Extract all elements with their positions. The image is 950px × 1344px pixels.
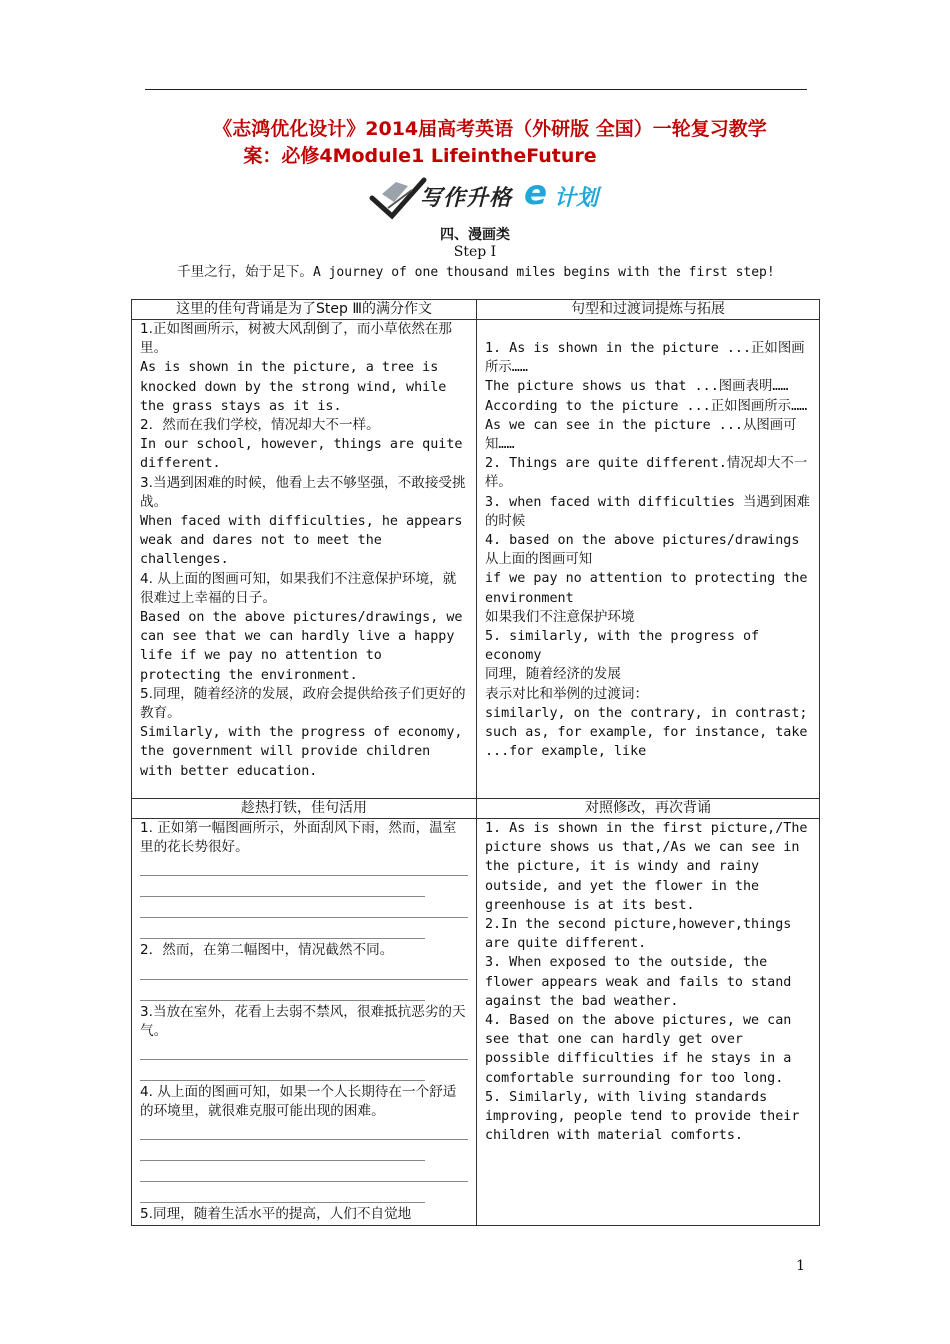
answer-blank-line[interactable]	[140, 1163, 468, 1182]
header-cell-compare: 对照修改，再次背诵	[477, 799, 820, 819]
answer-blank-line[interactable]	[140, 1142, 425, 1161]
chinese-sentence: 1.正如图画所示，树被大风刮倒了，而小草依然在那里。	[140, 321, 453, 357]
book-pen-icon	[368, 172, 428, 224]
chinese-sentence: 5.同理，随着生活水平的提高，人们不自觉地	[140, 1206, 412, 1223]
header-cell-recite: 这里的佳句背诵是为了Step Ⅲ的满分作文	[132, 300, 477, 320]
answer-blank-line[interactable]	[140, 920, 425, 939]
patterns-cell	[477, 320, 820, 799]
page-number: 1	[796, 1258, 805, 1274]
sentences-cell	[132, 320, 477, 799]
answer-blank-line[interactable]	[140, 1062, 425, 1081]
writing-table	[131, 299, 820, 1226]
english-sentence: if we pay no attention to protecting the environment	[485, 571, 808, 606]
english-sentence: Similarly, with the progress of economy, the government will provide children with better education.	[140, 725, 463, 779]
english-sentence: 2.In the second picture,however,things are quite different.	[485, 917, 792, 952]
english-sentence: 5. similarly, with the progress of economy	[485, 629, 760, 664]
english-sentence: When faced with difficulties, he appears weak and dares not to meet the challenges.	[140, 514, 463, 568]
practice-cell	[132, 819, 477, 1226]
english-sentence: 3. when faced with difficulties 当遇到困难的时候	[485, 494, 810, 529]
english-sentence: 1. As is shown in the first picture,/The picture shows us that,/As we can see in the picture, it is windy and rainy outside, and yet the flower in the greenhouse is at its best.	[485, 821, 808, 913]
chinese-sentence: 4. 从上面的图画可知，如果我们不注意保护环境，就很难过上幸福的日子。	[140, 570, 457, 606]
english-sentence: As is shown in the picture, a tree is knocked down by the strong wind, while the grass stays as it is.	[140, 360, 447, 414]
chinese-sentence: 表示对比和举例的过渡词：	[485, 685, 649, 702]
answer-blank-line[interactable]	[140, 857, 468, 876]
chinese-sentence: 5.同理，随着经济的发展，政府会提供给孩子们更好的教育。	[140, 685, 466, 722]
chinese-sentence: 2．然而在我们学校，情况却大不一样。	[140, 417, 380, 434]
header-cell-practice: 趁热打铁，佳句活用	[132, 799, 477, 819]
answer-blank-line[interactable]	[140, 1041, 468, 1060]
answer-blank-line[interactable]	[140, 982, 425, 1001]
chinese-sentence: 4. 从上面的图画可知，如果一个人长期待在一个舒适的环境里，就很难克服可能出现的困难。	[140, 1084, 457, 1120]
writing-upgrade-banner	[368, 172, 628, 224]
english-sentence: 1. As is shown in the picture ...正如图画所示……	[485, 341, 805, 376]
document-title-line2: 案：必修4Module1 LifeintheFuture	[243, 145, 597, 167]
english-sentence: 2. Things are quite different.情况却大不一样。	[485, 456, 808, 491]
english-sentence: 3. When exposed to the outside, the flower appears weak and fails to stand against the bad weather.	[485, 955, 792, 1009]
banner-text: 写作升格	[420, 186, 513, 211]
english-sentence: 4. Based on the above pictures, we can see that one can hardly get over possible difficulties if he stays in a comfortable surrounding for too long.	[485, 1013, 792, 1086]
intro-chinese: 千里之行，始于足下。	[177, 264, 313, 280]
answer-blank-line[interactable]	[140, 878, 425, 897]
chinese-sentence: 如果我们不注意保护环境	[485, 608, 635, 625]
banner-plan-text: 计划	[554, 186, 599, 211]
section-heading: 四、漫画类	[440, 227, 510, 243]
english-sentence: As we can see in the picture ...从图画可知……	[485, 417, 797, 453]
answer-blank-line[interactable]	[140, 899, 468, 918]
english-sentence: 5. Similarly, with living standards improving, people tend to provide their children with material comforts.	[485, 1089, 800, 1144]
chinese-sentence: 3.当放在室外，花看上去弱不禁风，很难抵抗恶劣的天气。	[140, 1003, 466, 1039]
step-label: Step Ⅰ	[453, 244, 497, 260]
header-rule	[145, 89, 807, 90]
english-sentence: In our school, however, things are quite different.	[140, 437, 463, 472]
english-sentence: Based on the above pictures/drawings, we can see that we can hardly live a happy life if we pay no attention to protecting the environment.	[140, 610, 463, 683]
chinese-sentence: 同理，随着经济的发展	[485, 666, 621, 683]
chinese-sentence: 2．然而，在第二幅图中，情况截然不同。	[140, 942, 394, 959]
english-sentence: similarly, on the contrary, in contrast; such as, for example, for instance, take ...for example, like	[485, 705, 808, 760]
intro-english: A journey of one thousand miles begins with the first step!	[312, 265, 775, 280]
answers-cell	[477, 819, 820, 1226]
english-sentence: 4. based on the above pictures/drawings 从上面的图画可知	[485, 533, 800, 568]
english-sentence: According to the picture ...正如图画所示……	[485, 398, 808, 414]
english-sentence: The picture shows us that ...图画表明……	[485, 379, 789, 395]
answer-blank-line[interactable]	[140, 1121, 468, 1140]
banner-e-letter: e	[524, 173, 548, 213]
answer-blank-line[interactable]	[140, 1184, 425, 1203]
header-cell-patterns: 句型和过渡词提炼与拓展	[477, 300, 820, 320]
document-title-line1: 《志鸿优化设计》2014届高考英语（外研版 全国）一轮复习教学	[213, 118, 767, 140]
intro-paragraph	[144, 263, 814, 282]
answer-blank-line[interactable]	[140, 961, 468, 980]
chinese-sentence: 3.当遇到困难的时候，他看上去不够坚强，不敢接受挑战。	[140, 474, 466, 510]
chinese-sentence: 1. 正如第一幅图画所示，外面刮风下雨，然而，温室里的花长势很好。	[140, 820, 457, 856]
